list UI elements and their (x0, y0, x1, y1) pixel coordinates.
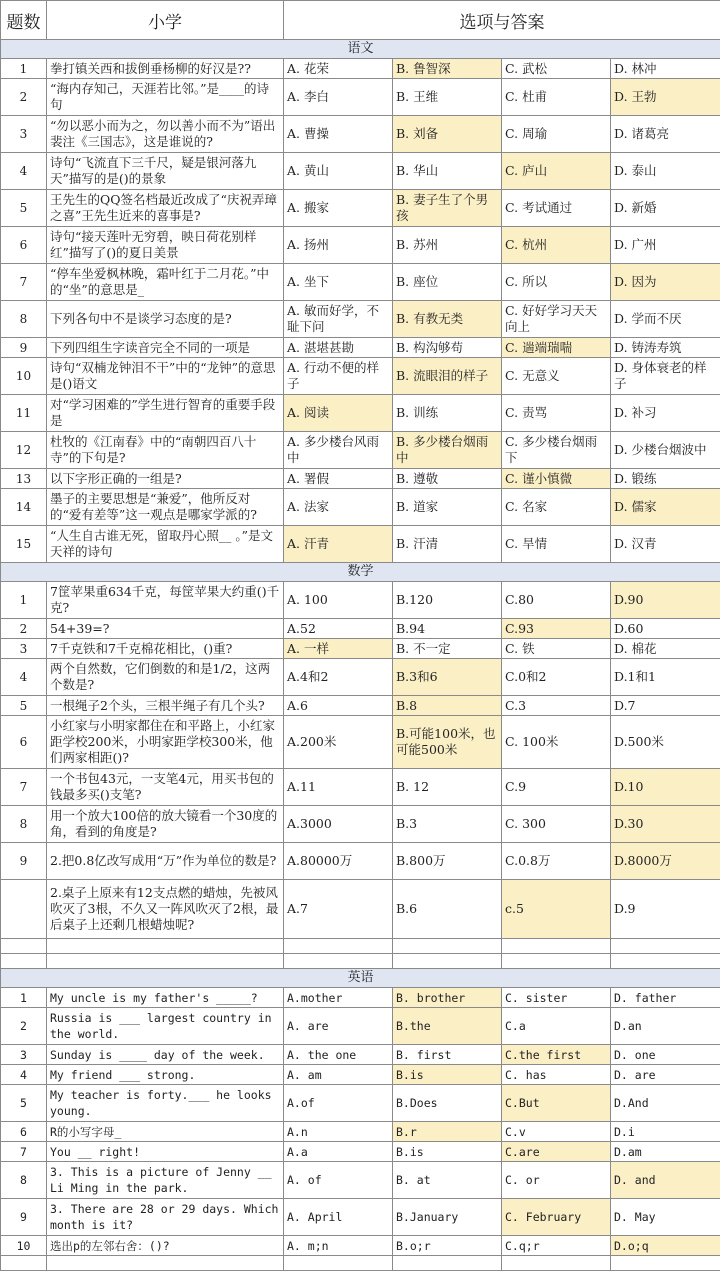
blank-cell (611, 1256, 720, 1271)
option: B.800万 (393, 843, 502, 880)
question-row (1, 264, 720, 301)
question-row (1, 116, 720, 153)
option: C. 多少楼台烟雨下 (502, 432, 611, 469)
option: D.i (611, 1122, 720, 1142)
question-text: 7千克铁和7千克棉花相比，()重? (47, 639, 284, 659)
option: B.January (393, 1199, 502, 1236)
option: D.And (611, 1085, 720, 1122)
question-row (1, 769, 720, 806)
option: A. 李白 (284, 79, 393, 116)
answer-option: D.8000万 (611, 843, 720, 880)
option: A. 扬州 (284, 227, 393, 264)
question-number: 10 (1, 1236, 47, 1256)
option: B.is (393, 1142, 502, 1162)
question-row (1, 338, 720, 358)
question-number: 1 (1, 988, 47, 1008)
question-text: 用一个放大100倍的放大镜看一个30度的角，看到的角度是? (47, 806, 284, 843)
question-text: 诗句“接天莲叶无穷碧，映日荷花别样红”描写了()的夏日美景 (47, 227, 284, 264)
question-text: 对“学习困难的”学生进行智育的重要手段是 (47, 395, 284, 432)
answer-option: B.r (393, 1122, 502, 1142)
question-number: 7 (1, 1142, 47, 1162)
option: A.11 (284, 769, 393, 806)
question-text: 一根绳子2个头，三根半绳子有几个头? (47, 696, 284, 716)
option: D.9 (611, 880, 720, 939)
option: A.6 (284, 696, 393, 716)
option: D. 广州 (611, 227, 720, 264)
answer-option: B.3和6 (393, 659, 502, 696)
option: C. or (502, 1162, 611, 1199)
answer-option: C.the first (502, 1045, 611, 1065)
option: C. sister (502, 988, 611, 1008)
answer-option: B.is (393, 1065, 502, 1085)
question-text: 杜牧的《江南春》中的“南朝四百八十寺”的下句是? (47, 432, 284, 469)
answer-option: A. 阅读 (284, 395, 393, 432)
question-row (1, 153, 720, 190)
answer-option: C.are (502, 1142, 611, 1162)
option: A.4和2 (284, 659, 393, 696)
question-number: 8 (1, 806, 47, 843)
blank-cell (1, 939, 47, 954)
option: B. 汗清 (393, 526, 502, 563)
option: C.0.8万 (502, 843, 611, 880)
answer-option: D. 儒家 (611, 489, 720, 526)
question-row (1, 358, 720, 395)
question-number: 3 (1, 1045, 47, 1065)
question-text: R的小写字母_ (47, 1122, 284, 1142)
question-number (1, 880, 47, 939)
option: A.7 (284, 880, 393, 939)
answer-option: A. 一样 (284, 639, 393, 659)
blank-cell (47, 939, 284, 954)
question-row (1, 1142, 720, 1162)
question-text: 下列各句中不是谈学习态度的是? (47, 301, 284, 338)
blank-cell (47, 1256, 284, 1271)
option: C. 杜甫 (502, 79, 611, 116)
answer-option: D. 王勃 (611, 79, 720, 116)
option: C. has (502, 1065, 611, 1085)
question-text: 两个自然数，它们倒数的和是1/2，这两个数是? (47, 659, 284, 696)
answer-option: B. 有教无类 (393, 301, 502, 338)
question-number: 8 (1, 301, 47, 338)
question-number: 14 (1, 489, 47, 526)
answer-option: B. 流眼泪的样子 (393, 358, 502, 395)
option: D.1和1 (611, 659, 720, 696)
option: C. 所以 (502, 264, 611, 301)
question-number: 6 (1, 716, 47, 769)
option: A. the one (284, 1045, 393, 1065)
question-text: 王先生的QQ签名档最近改成了“庆祝弄璋之喜”王先生近来的喜事是? (47, 190, 284, 227)
question-text: My friend ___ strong. (47, 1065, 284, 1085)
question-text: 54+39=? (47, 619, 284, 639)
option: D. 新婚 (611, 190, 720, 227)
question-number: 1 (1, 59, 47, 79)
option: C.q;r (502, 1236, 611, 1256)
question-number: 7 (1, 264, 47, 301)
option: C.a (502, 1008, 611, 1045)
option: A. 坐下 (284, 264, 393, 301)
option: A. 花荣 (284, 59, 393, 79)
question-row (1, 582, 720, 619)
answer-option: B. brother (393, 988, 502, 1008)
option: B. 座位 (393, 264, 502, 301)
answer-option: C. 庐山 (502, 153, 611, 190)
option: B. 华山 (393, 153, 502, 190)
answer-option: D.30 (611, 806, 720, 843)
blank-cell (611, 939, 720, 954)
option: D. May (611, 1199, 720, 1236)
option: C. 责骂 (502, 395, 611, 432)
question-number: 3 (1, 116, 47, 153)
option: B. 构沟够苟 (393, 338, 502, 358)
answer-option: D.o;q (611, 1236, 720, 1256)
option: C.0和2 (502, 659, 611, 696)
answer-option: B. 妻子生了个男孩 (393, 190, 502, 227)
option: A. April (284, 1199, 393, 1236)
question-row (1, 806, 720, 843)
question-number: 4 (1, 153, 47, 190)
option: C. 铁 (502, 639, 611, 659)
answer-option: B. 多少楼台烟雨中 (393, 432, 502, 469)
option: B. 12 (393, 769, 502, 806)
question-text: 墨子的主要思想是“兼爱”，他所反对的“爱有差等”这一观点是哪家学派的? (47, 489, 284, 526)
question-number: 5 (1, 696, 47, 716)
question-text: My teacher is forty.___ he looks young. (47, 1085, 284, 1122)
question-text: 7筐苹果重634千克，每筐苹果大约重()千克? (47, 582, 284, 619)
question-text: “人生自古谁无死，留取丹心照__ 。”是文天祥的诗句 (47, 526, 284, 563)
question-row (1, 716, 720, 769)
option: A.mother (284, 988, 393, 1008)
option: A. of (284, 1162, 393, 1199)
answer-option: D.90 (611, 582, 720, 619)
question-row (1, 843, 720, 880)
option: C. 考试通过 (502, 190, 611, 227)
question-text: 3. There are 28 or 29 days. Which month is it? (47, 1199, 284, 1236)
option: D. father (611, 988, 720, 1008)
option: D. 棉花 (611, 639, 720, 659)
option: A. 敏而好学，不耻下问 (284, 301, 393, 338)
option: A. 行动不便的样子 (284, 358, 393, 395)
blank-cell (393, 1256, 502, 1271)
option: D. 补习 (611, 395, 720, 432)
question-number: 2 (1, 619, 47, 639)
option: B. 训练 (393, 395, 502, 432)
blank-cell (284, 939, 393, 954)
blank-row (1, 939, 720, 954)
question-row (1, 227, 720, 264)
option: A. m;n (284, 1236, 393, 1256)
question-number: 13 (1, 469, 47, 489)
question-row (1, 619, 720, 639)
option: C. 好好学习天天向上 (502, 301, 611, 338)
question-text: 以下字形正确的一组是? (47, 469, 284, 489)
option: A.3000 (284, 806, 393, 843)
option: A.200米 (284, 716, 393, 769)
question-number: 4 (1, 1065, 47, 1085)
question-number: 11 (1, 395, 47, 432)
header-options: 选项与答案 (284, 1, 720, 40)
question-row (1, 190, 720, 227)
section-row (1, 969, 720, 988)
blank-cell (284, 954, 393, 969)
question-row (1, 1045, 720, 1065)
question-number: 8 (1, 1162, 47, 1199)
question-number: 5 (1, 1085, 47, 1122)
option: B.94 (393, 619, 502, 639)
blank-cell (502, 1256, 611, 1271)
question-row (1, 79, 720, 116)
question-row (1, 1008, 720, 1045)
question-number: 3 (1, 639, 47, 659)
option: D. 学而不厌 (611, 301, 720, 338)
question-row (1, 395, 720, 432)
question-row (1, 1085, 720, 1122)
answer-option: B.the (393, 1008, 502, 1045)
option: D. 少楼台烟波中 (611, 432, 720, 469)
option: D. 锻练 (611, 469, 720, 489)
option: D. 铸涛寿筑 (611, 338, 720, 358)
question-text: “海内存知己，天涯若比邻。”是____的诗句 (47, 79, 284, 116)
option: D. 诸葛亮 (611, 116, 720, 153)
option: B. 遵敬 (393, 469, 502, 489)
option: A. 湛堪甚勘 (284, 338, 393, 358)
question-row (1, 1162, 720, 1199)
question-text: My uncle is my father's _____? (47, 988, 284, 1008)
section-title: 语文 (1, 40, 720, 59)
option: C.9 (502, 769, 611, 806)
question-row (1, 696, 720, 716)
option: B.o;r (393, 1236, 502, 1256)
option: A. 黄山 (284, 153, 393, 190)
option: A. are (284, 1008, 393, 1045)
option: A. 多少楼台风雨中 (284, 432, 393, 469)
option: D.7 (611, 696, 720, 716)
option: A. 法家 (284, 489, 393, 526)
blank-cell (502, 939, 611, 954)
question-number: 5 (1, 190, 47, 227)
question-number: 6 (1, 1122, 47, 1142)
blank-cell (1, 1256, 47, 1271)
option: C.3 (502, 696, 611, 716)
answer-option: C.93 (502, 619, 611, 639)
question-number: 10 (1, 358, 47, 395)
question-row (1, 988, 720, 1008)
option: C.v (502, 1122, 611, 1142)
answer-option: B. 鲁智深 (393, 59, 502, 79)
question-row (1, 1199, 720, 1236)
question-text: 2.把0.8亿改写成用“万”作为单位的数是? (47, 843, 284, 880)
question-text: 一个书包43元，一支笔4元，用买书包的钱最多买()支笔? (47, 769, 284, 806)
blank-cell (393, 939, 502, 954)
option: C. 无意义 (502, 358, 611, 395)
option: D.60 (611, 619, 720, 639)
answer-option: D.10 (611, 769, 720, 806)
option: C. 周瑜 (502, 116, 611, 153)
option: A.of (284, 1085, 393, 1122)
answer-option: D. 因为 (611, 264, 720, 301)
question-row (1, 1236, 720, 1256)
question-number: 12 (1, 432, 47, 469)
table-body (1, 40, 720, 1271)
question-number: 4 (1, 659, 47, 696)
question-row (1, 59, 720, 79)
option: B.Does (393, 1085, 502, 1122)
option: A.80000万 (284, 843, 393, 880)
question-row (1, 489, 720, 526)
blank-row (1, 954, 720, 969)
blank-cell (611, 954, 720, 969)
option: B.6 (393, 880, 502, 939)
question-text: Sunday is ____ day of the week. (47, 1045, 284, 1065)
option: D.an (611, 1008, 720, 1045)
answer-option: B.8 (393, 696, 502, 716)
blank-cell (284, 1256, 393, 1271)
question-number: 2 (1, 1008, 47, 1045)
option: B. at (393, 1162, 502, 1199)
option: A.n (284, 1122, 393, 1142)
question-text: 选出p的左邻右舍：()? (47, 1236, 284, 1256)
answer-option: C. February (502, 1199, 611, 1236)
question-number: 6 (1, 227, 47, 264)
option: D. 汉青 (611, 526, 720, 563)
question-text: 2.桌子上原来有12支点燃的蜡烛，先被风吹灭了3根，不久又一阵风吹灭了2根，最后桌子上还剩几根蜡烛呢? (47, 880, 284, 939)
blank-cell (393, 954, 502, 969)
option: D. 林冲 (611, 59, 720, 79)
option: C. 名家 (502, 489, 611, 526)
question-text: 诗句“飞流直下三千尺，疑是银河落九天”描写的是()的景象 (47, 153, 284, 190)
option: B. 不一定 (393, 639, 502, 659)
blank-cell (502, 954, 611, 969)
option: A.a (284, 1142, 393, 1162)
answer-option: C. 杭州 (502, 227, 611, 264)
question-text: 下列四组生字读音完全不同的一项是 (47, 338, 284, 358)
option: D. 身体衰老的样子 (611, 358, 720, 395)
question-number: 9 (1, 1199, 47, 1236)
question-number: 7 (1, 769, 47, 806)
question-row (1, 1065, 720, 1085)
question-row (1, 432, 720, 469)
question-text: “勿以恶小而为之，勿以善小而不为”语出裴注《三国志》，这是谁说的? (47, 116, 284, 153)
answer-option: C. 遄端瑞喘 (502, 338, 611, 358)
question-text: 小红家与小明家都住在和平路上，小红家距学校200米，小明家距学校300米，他们两家相距()? (47, 716, 284, 769)
question-text: 诗句“双楠龙钟泪不干”中的“龙钟”的意思是()语文 (47, 358, 284, 395)
section-title: 英语 (1, 969, 720, 988)
question-row (1, 880, 720, 939)
option: D.am (611, 1142, 720, 1162)
header-count: 题数 (1, 1, 47, 40)
option: A.52 (284, 619, 393, 639)
question-row (1, 469, 720, 489)
blank-row (1, 1256, 720, 1271)
option: C. 100米 (502, 716, 611, 769)
question-row (1, 639, 720, 659)
header-school: 小学 (47, 1, 284, 40)
question-number: 15 (1, 526, 47, 563)
answer-option: B. 刘备 (393, 116, 502, 153)
question-text: 3. This is a picture of Jenny __ Li Ming in the park. (47, 1162, 284, 1199)
section-title: 数学 (1, 563, 720, 582)
option: A. 搬家 (284, 190, 393, 227)
option: A. 署假 (284, 469, 393, 489)
option: A. am (284, 1065, 393, 1085)
option: A. 曹操 (284, 116, 393, 153)
question-row (1, 301, 720, 338)
option: D. one (611, 1045, 720, 1065)
answer-option: B.可能100米，也可能500米 (393, 716, 502, 769)
question-row (1, 526, 720, 563)
question-number: 9 (1, 338, 47, 358)
option: C.80 (502, 582, 611, 619)
option: C. 旱情 (502, 526, 611, 563)
option: B. 道家 (393, 489, 502, 526)
question-number: 1 (1, 582, 47, 619)
section-row (1, 40, 720, 59)
option: C. 武松 (502, 59, 611, 79)
answer-option: c.5 (502, 880, 611, 939)
question-row (1, 1122, 720, 1142)
option: D.500米 (611, 716, 720, 769)
answer-option: D. and (611, 1162, 720, 1199)
option: A. 100 (284, 582, 393, 619)
option: C. 300 (502, 806, 611, 843)
blank-cell (47, 954, 284, 969)
answer-option: C. 谨小慎微 (502, 469, 611, 489)
question-row (1, 659, 720, 696)
question-text: 拳打镇关西和拔倒垂杨柳的好汉是?? (47, 59, 284, 79)
question-number: 9 (1, 843, 47, 880)
option: B. 苏州 (393, 227, 502, 264)
option: B. 王维 (393, 79, 502, 116)
question-text: “停车坐爱枫林晚，霜叶红于二月花。”中的“坐”的意思是_ (47, 264, 284, 301)
option: D. 泰山 (611, 153, 720, 190)
blank-cell (1, 954, 47, 969)
question-number: 2 (1, 79, 47, 116)
section-row (1, 563, 720, 582)
answer-option: A. 汗青 (284, 526, 393, 563)
header-row (1, 1, 720, 40)
option: B.120 (393, 582, 502, 619)
question-text: Russia is ___ largest country in the world. (47, 1008, 284, 1045)
option: B. first (393, 1045, 502, 1065)
option: B.3 (393, 806, 502, 843)
answer-option: C.But (502, 1085, 611, 1122)
question-text: You __ right! (47, 1142, 284, 1162)
option: D. are (611, 1065, 720, 1085)
